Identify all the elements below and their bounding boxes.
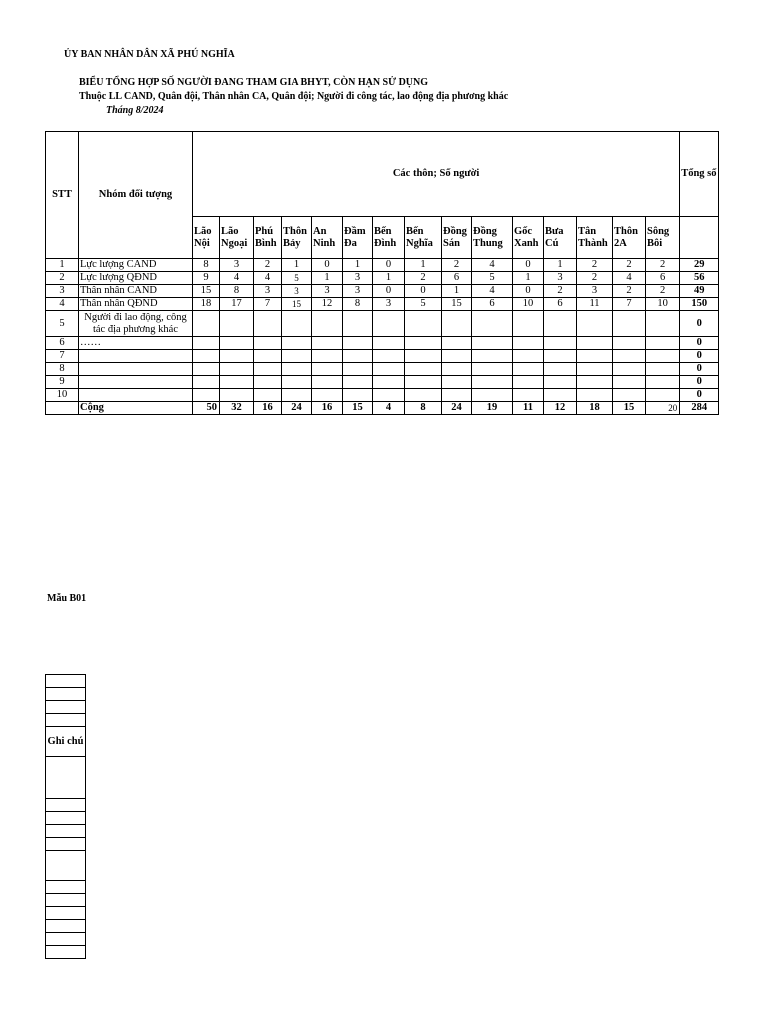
- sum-value: 4: [373, 402, 405, 415]
- row-total: 29: [680, 259, 719, 272]
- village-name-line: Gốc: [514, 225, 533, 237]
- notes-cell: [46, 920, 86, 933]
- total-header-empty: [680, 217, 719, 259]
- village-name-line: Cú: [545, 237, 559, 249]
- row-value: 8: [343, 298, 373, 311]
- row-value: [254, 376, 282, 389]
- row-value: 6: [544, 298, 577, 311]
- row-value: 12: [312, 298, 343, 311]
- row-stt: 5: [46, 311, 79, 337]
- notes-cell: [46, 946, 86, 959]
- village-name-line: Bến: [374, 225, 392, 237]
- row-value: 4: [254, 272, 282, 285]
- row-value: 10: [646, 298, 680, 311]
- row-value: [343, 376, 373, 389]
- row-value: 10: [513, 298, 544, 311]
- committee-name: ỦY BAN NHÂN DÂN XÃ PHÚ NGHĨA: [64, 49, 235, 60]
- row-value: [442, 376, 472, 389]
- notes-label: Ghi chú: [46, 727, 86, 757]
- row-value: [405, 337, 442, 350]
- row-value: [472, 311, 513, 337]
- sum-value: 12: [544, 402, 577, 415]
- sum-value: 50: [193, 402, 220, 415]
- village-name-line: Thôn: [283, 225, 307, 237]
- sum-total: 284: [680, 402, 719, 415]
- report-title: BIỂU TỔNG HỢP SỐ NGƯỜI ĐANG THAM GIA BHYT, CÒN HẠN SỬ DỤNG: [79, 77, 429, 88]
- row-value: [254, 350, 282, 363]
- row-value: 1: [373, 272, 405, 285]
- row-value: [282, 350, 312, 363]
- table-row: [46, 311, 719, 337]
- notes-cell: [46, 907, 86, 920]
- village-name-line: Bưa: [545, 225, 564, 237]
- summary-table: [45, 131, 719, 415]
- row-value: 11: [577, 298, 613, 311]
- row-value: [544, 376, 577, 389]
- report-month: Tháng 8/2024: [106, 105, 164, 116]
- village-header: [343, 217, 373, 259]
- village-header: [442, 217, 472, 259]
- row-value: [220, 311, 254, 337]
- sum-value: 32: [220, 402, 254, 415]
- row-value: 1: [405, 259, 442, 272]
- row-value: [282, 389, 312, 402]
- row-value: [193, 376, 220, 389]
- row-value: [442, 350, 472, 363]
- row-value: 2: [544, 285, 577, 298]
- row-value: 7: [613, 298, 646, 311]
- row-value: [544, 363, 577, 376]
- village-header: [544, 217, 577, 259]
- row-value: 4: [472, 259, 513, 272]
- sum-value: 19: [472, 402, 513, 415]
- row-value: [193, 311, 220, 337]
- row-value: [282, 363, 312, 376]
- form-code: Mẫu B01: [47, 593, 87, 604]
- row-group: [79, 363, 193, 376]
- row-value: [254, 337, 282, 350]
- header-total: Tổng số: [680, 132, 719, 217]
- village-header: [405, 217, 442, 259]
- header-stt: STT: [46, 132, 79, 259]
- row-value: [472, 376, 513, 389]
- row-stt: 6: [46, 337, 79, 350]
- row-value: 2: [254, 259, 282, 272]
- row-value: [282, 376, 312, 389]
- row-value: 0: [513, 285, 544, 298]
- notes-cell: [46, 675, 86, 688]
- row-total: 150: [680, 298, 719, 311]
- village-header: [254, 217, 282, 259]
- village-header: [282, 217, 312, 259]
- row-stt: 9: [46, 376, 79, 389]
- village-header: [577, 217, 613, 259]
- row-value: [343, 311, 373, 337]
- notes-cell: [46, 851, 86, 881]
- row-value: 1: [312, 272, 343, 285]
- row-group: Thân nhân CAND: [79, 285, 193, 298]
- row-value: [472, 350, 513, 363]
- row-value: [472, 337, 513, 350]
- row-value: [646, 363, 680, 376]
- row-group: [79, 350, 193, 363]
- notes-cell: [46, 838, 86, 851]
- row-group: Thân nhân QĐND: [79, 298, 193, 311]
- row-value: [544, 311, 577, 337]
- row-value: [544, 350, 577, 363]
- row-value: 7: [254, 298, 282, 311]
- row-total: 0: [680, 311, 719, 337]
- row-value: [254, 363, 282, 376]
- row-group-line: tác địa phương khác: [92, 323, 178, 335]
- row-value: 0: [373, 285, 405, 298]
- village-header: [193, 217, 220, 259]
- notes-cell: [46, 825, 86, 838]
- notes-cell: [46, 799, 86, 812]
- notes-cell: [46, 701, 86, 714]
- row-value: [513, 376, 544, 389]
- row-value: [613, 363, 646, 376]
- row-value: 15: [282, 298, 312, 311]
- sum-value: 24: [282, 402, 312, 415]
- village-header: [373, 217, 405, 259]
- row-value: 5: [405, 298, 442, 311]
- village-name-line: Nội: [194, 237, 210, 249]
- table-row: [46, 298, 719, 311]
- village-name-line: Lão: [221, 225, 239, 237]
- sum-row: [46, 402, 719, 415]
- row-value: [646, 376, 680, 389]
- row-value: [577, 376, 613, 389]
- notes-cell: [46, 757, 86, 799]
- table-row: [46, 337, 719, 350]
- row-value: [513, 363, 544, 376]
- row-stt: 4: [46, 298, 79, 311]
- row-value: [513, 350, 544, 363]
- row-value: 15: [193, 285, 220, 298]
- row-value: [220, 389, 254, 402]
- notes-cell: [46, 894, 86, 907]
- row-value: 1: [442, 285, 472, 298]
- row-total: 49: [680, 285, 719, 298]
- village-name-line: Thôn: [614, 225, 638, 237]
- report-subtitle: Thuộc LL CAND, Quân đội, Thân nhân CA, Quân đội; Người đi công tác, lao động địa phương khác: [79, 91, 509, 102]
- row-value: [646, 311, 680, 337]
- row-value: [405, 376, 442, 389]
- village-name-line: Bôi: [647, 237, 663, 249]
- row-value: [373, 337, 405, 350]
- row-value: 6: [442, 272, 472, 285]
- row-value: [442, 337, 472, 350]
- row-value: 2: [577, 259, 613, 272]
- village-name-line: Thung: [473, 237, 503, 249]
- row-value: 0: [373, 259, 405, 272]
- row-value: [577, 337, 613, 350]
- row-stt: 7: [46, 350, 79, 363]
- sum-value: 15: [343, 402, 373, 415]
- row-value: 4: [613, 272, 646, 285]
- village-name-line: Bình: [255, 237, 277, 249]
- row-group-line: Người đi lao động, công: [84, 311, 187, 323]
- table-row: [46, 376, 719, 389]
- row-total: 0: [680, 337, 719, 350]
- row-value: [472, 389, 513, 402]
- village-name-line: Ngoại: [221, 237, 248, 249]
- village-name-line: Bảy: [283, 237, 301, 249]
- row-value: [193, 389, 220, 402]
- row-stt: 10: [46, 389, 79, 402]
- row-value: [442, 311, 472, 337]
- row-value: [613, 376, 646, 389]
- village-name-line: Phú: [255, 225, 274, 237]
- notes-cell: [46, 688, 86, 701]
- row-value: 3: [544, 272, 577, 285]
- village-name-line: Lão: [194, 225, 212, 237]
- row-value: 1: [513, 272, 544, 285]
- village-name-line: 2A: [614, 237, 627, 249]
- row-value: 1: [343, 259, 373, 272]
- row-value: 5: [282, 272, 312, 285]
- row-value: [613, 350, 646, 363]
- row-value: [220, 363, 254, 376]
- row-value: 6: [472, 298, 513, 311]
- row-value: 3: [282, 285, 312, 298]
- row-stt: 3: [46, 285, 79, 298]
- row-group: Lực lượng CAND: [79, 259, 193, 272]
- row-value: [442, 389, 472, 402]
- row-value: [220, 376, 254, 389]
- row-value: [577, 311, 613, 337]
- row-value: [513, 311, 544, 337]
- village-header: [472, 217, 513, 259]
- row-value: 3: [577, 285, 613, 298]
- row-value: [405, 311, 442, 337]
- village-name-line: Nghĩa: [406, 237, 433, 249]
- village-header: [513, 217, 544, 259]
- row-value: 0: [513, 259, 544, 272]
- village-name-line: Ninh: [313, 237, 336, 249]
- row-value: 2: [613, 285, 646, 298]
- row-value: 9: [193, 272, 220, 285]
- row-value: 18: [193, 298, 220, 311]
- village-name-line: Sán: [443, 237, 460, 249]
- row-value: [405, 363, 442, 376]
- row-value: [282, 337, 312, 350]
- row-value: 1: [544, 259, 577, 272]
- row-value: [312, 389, 343, 402]
- village-name-line: An: [313, 225, 327, 237]
- row-group: [79, 389, 193, 402]
- row-value: 3: [220, 259, 254, 272]
- row-value: 2: [442, 259, 472, 272]
- row-total: 0: [680, 350, 719, 363]
- village-header: [220, 217, 254, 259]
- row-value: [373, 376, 405, 389]
- row-value: 8: [220, 285, 254, 298]
- row-value: [373, 363, 405, 376]
- notes-cell: [46, 881, 86, 894]
- village-name-line: Xanh: [514, 237, 539, 249]
- row-value: [577, 363, 613, 376]
- row-value: 1: [282, 259, 312, 272]
- row-value: 15: [442, 298, 472, 311]
- village-name-line: Đầm: [344, 225, 366, 237]
- notes-cell: [46, 812, 86, 825]
- row-total: 0: [680, 363, 719, 376]
- row-value: 2: [613, 259, 646, 272]
- row-value: [343, 363, 373, 376]
- row-group: [79, 376, 193, 389]
- row-value: [312, 311, 343, 337]
- village-header: [646, 217, 680, 259]
- row-total: 0: [680, 376, 719, 389]
- sum-value: 8: [405, 402, 442, 415]
- row-value: [544, 389, 577, 402]
- village-name-line: Bến: [406, 225, 424, 237]
- row-value: 17: [220, 298, 254, 311]
- row-value: [577, 350, 613, 363]
- row-value: [405, 350, 442, 363]
- sum-value: 11: [513, 402, 544, 415]
- table-row: [46, 350, 719, 363]
- sum-value: 16: [254, 402, 282, 415]
- notes-cell: [46, 933, 86, 946]
- row-stt: 2: [46, 272, 79, 285]
- sum-value: 15: [613, 402, 646, 415]
- table-row: [46, 363, 719, 376]
- table-row: [46, 285, 719, 298]
- village-header: [613, 217, 646, 259]
- row-value: [312, 337, 343, 350]
- row-group: Lực lượng QĐND: [79, 272, 193, 285]
- row-value: [373, 389, 405, 402]
- village-name-line: Đồng: [473, 225, 497, 237]
- row-value: [254, 389, 282, 402]
- row-value: [513, 389, 544, 402]
- row-value: [312, 363, 343, 376]
- row-value: [312, 376, 343, 389]
- row-value: 2: [405, 272, 442, 285]
- row-value: 3: [312, 285, 343, 298]
- header-villages: Các thôn; Số người: [193, 132, 680, 217]
- row-value: [312, 350, 343, 363]
- village-name-line: Đa: [344, 237, 357, 249]
- table-row: [46, 259, 719, 272]
- header-group: Nhóm đối tượng: [79, 132, 193, 259]
- notes-cell: [46, 714, 86, 727]
- table-row: [46, 272, 719, 285]
- row-value: [254, 311, 282, 337]
- row-value: [343, 350, 373, 363]
- village-name-line: Đồng: [443, 225, 467, 237]
- notes-table: [45, 674, 86, 959]
- village-name-line: Tân: [578, 225, 597, 237]
- row-value: 3: [254, 285, 282, 298]
- row-value: [577, 389, 613, 402]
- row-value: 0: [312, 259, 343, 272]
- row-value: 2: [646, 259, 680, 272]
- row-value: 4: [472, 285, 513, 298]
- row-value: [282, 311, 312, 337]
- row-value: 4: [220, 272, 254, 285]
- row-stt: 8: [46, 363, 79, 376]
- row-value: 2: [577, 272, 613, 285]
- row-value: [646, 350, 680, 363]
- row-value: 3: [343, 285, 373, 298]
- row-value: 3: [373, 298, 405, 311]
- row-total: 56: [680, 272, 719, 285]
- sum-value: 16: [312, 402, 343, 415]
- row-value: [343, 389, 373, 402]
- row-value: [193, 337, 220, 350]
- row-value: [373, 311, 405, 337]
- village-name-line: Thành: [578, 237, 608, 249]
- row-value: [613, 337, 646, 350]
- row-value: [613, 311, 646, 337]
- row-value: 3: [343, 272, 373, 285]
- row-value: [646, 389, 680, 402]
- row-value: 6: [646, 272, 680, 285]
- row-value: [544, 337, 577, 350]
- village-name-line: Sông: [647, 225, 670, 237]
- row-value: 2: [646, 285, 680, 298]
- row-value: [220, 350, 254, 363]
- row-value: [613, 389, 646, 402]
- row-group: ……: [79, 337, 193, 350]
- row-total: 0: [680, 389, 719, 402]
- row-value: [220, 337, 254, 350]
- row-value: [193, 363, 220, 376]
- sum-value: 20: [646, 402, 680, 415]
- row-value: [442, 363, 472, 376]
- row-group: [79, 311, 193, 337]
- row-value: [405, 389, 442, 402]
- row-value: [373, 350, 405, 363]
- village-name-line: Đình: [374, 237, 397, 249]
- village-header: [312, 217, 343, 259]
- row-value: 5: [472, 272, 513, 285]
- row-value: [472, 363, 513, 376]
- sum-value: 24: [442, 402, 472, 415]
- row-value: [193, 350, 220, 363]
- sum-label: Cộng: [79, 402, 193, 415]
- row-stt: 1: [46, 259, 79, 272]
- row-value: [646, 337, 680, 350]
- sum-value: 18: [577, 402, 613, 415]
- table-row: [46, 389, 719, 402]
- sum-stt-empty: [46, 402, 79, 415]
- row-value: [513, 337, 544, 350]
- row-value: 0: [405, 285, 442, 298]
- row-value: [343, 337, 373, 350]
- row-value: 8: [193, 259, 220, 272]
